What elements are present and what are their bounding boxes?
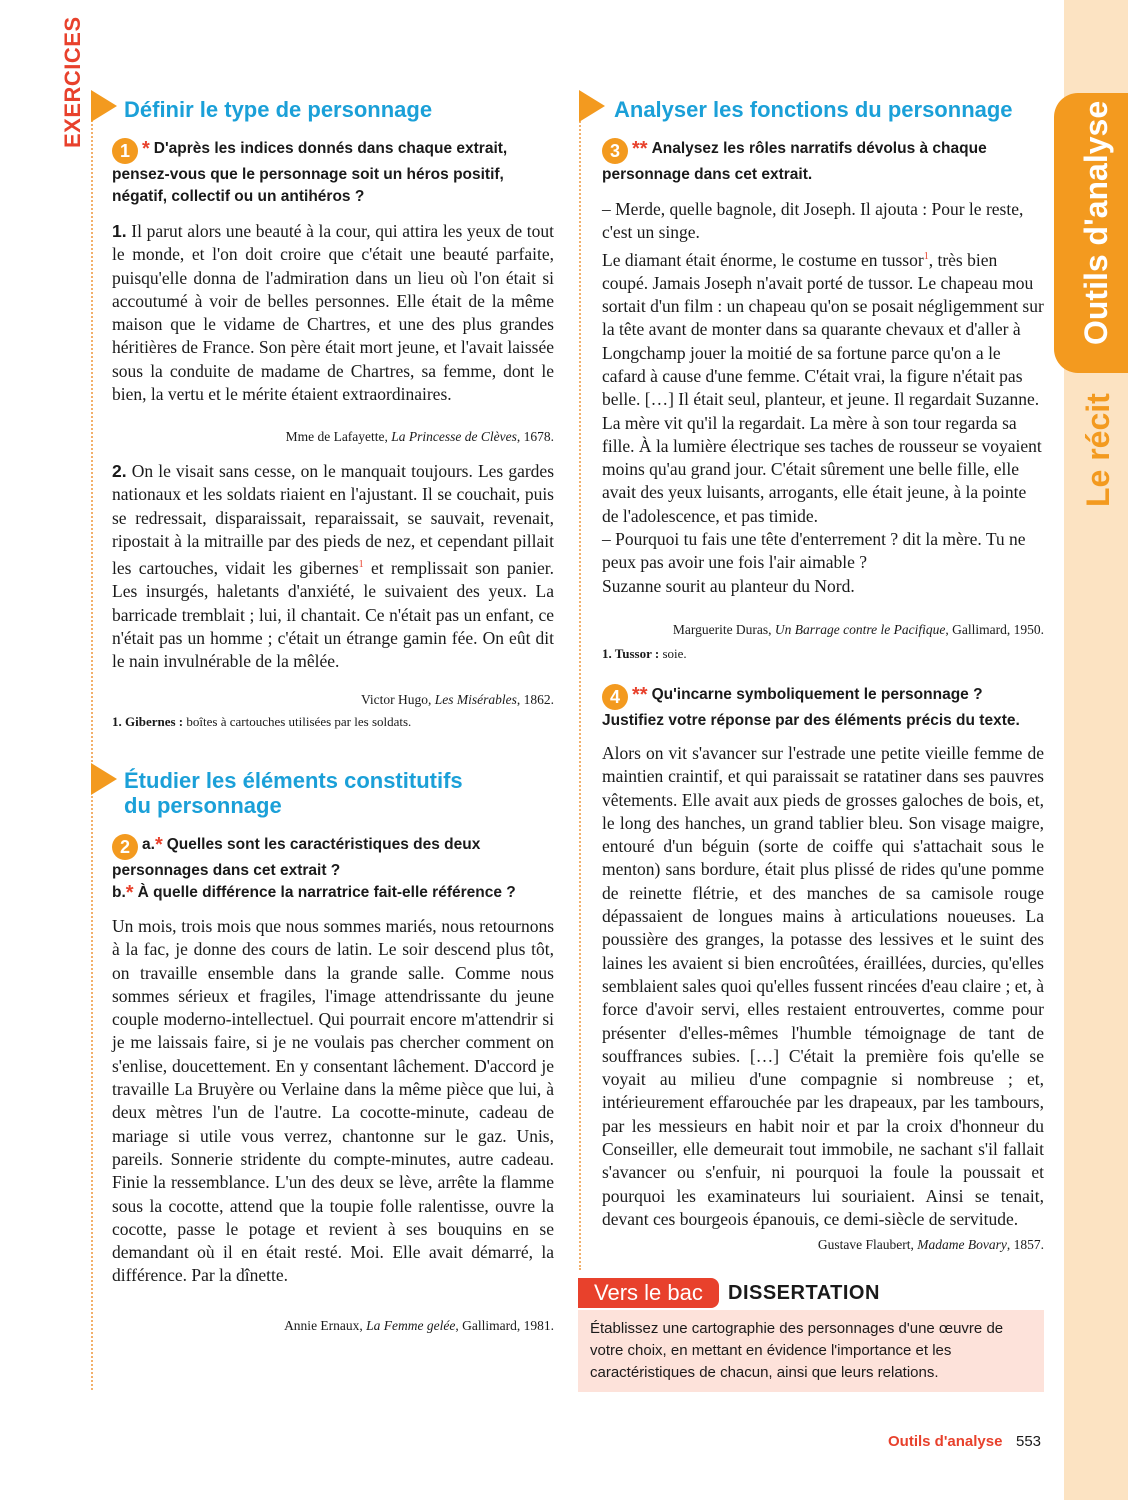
extract-label: 1. <box>112 221 127 241</box>
source-duras: Marguerite Duras, Un Barrage contre le Pacifique, Gallimard, 1950. <box>672 622 1044 637</box>
exercices-side-label: EXERCICES <box>60 16 85 148</box>
question-number-badge: 3 <box>602 138 628 164</box>
extract-lafayette <box>112 220 554 406</box>
question-4: 4 ** Qu'incarne symboliquement le personnage ? Justifiez votre réponse par des éléments précis du texte. <box>602 684 1020 729</box>
extract-ernaux: Un mois, trois mois que nous sommes mariés, nous retournons à la fac, je donne des cours de latin. Le soir descend plus tôt, on travaille ensemble dans la grande salle. Comme nous sommes sérieux et fragiles, l'image attendrissante du jeune couple moderno-intellectuel. Qui pourrait encore m'attendrir si je me laissais faire, si je ne voulais pas chercher comment on s'enlise, doucettement. En y consentant lâchement. D'accord je travaille La Bruyère ou Verlaine dans la même pièce que lui, à deux mètres l'un de l'autre. La cocotte-minute, cadeau de mariage si utile vous verrez, chantonne sur le gaz. Unis, pareils. Sonnerie stridente du compte-minutes, autre cadeau. Finie la ressemblance. L'un des deux se lève, arrête la flamme sous la cocotte, attend que la toupie folle ralentisse, ouvre la cocotte, passe le potage et revient à ses bouquins en se demandant où il en était resté. Moi. Elle avait démarré, la différence. Par la dînette. <box>112 916 554 1286</box>
question-1 <box>112 138 554 208</box>
dissertation-label: DISSERTATION <box>728 1282 880 1304</box>
footnote-tussor: 1. Tussor : soie. <box>602 646 687 661</box>
extract-duras: – Merde, quelle bagnole, dit Joseph. Il ajouta : Pour le reste, c'est un singe. Le diamant était énorme, le costume en tussor$^1$, très bien coupé. Jamais Joseph n'avait porté de tussor. Le chapeau mou sortait d'un film : un chapeau qu'on se posait négligemment sur la tête avant de monter dans sa quarante chevaux et d'aller à Longchamp jouer la moitié de sa fortune parce qu'on a le cafard à cause d'une femme. C'était vrai, la figure n'était pas belle. […] Il était seul, planteur, et jeune. Il regardait Suzanne. La mère vit qu'il la regardait. La mère à son tour regarda sa fille. À la lumière électrique ses taches de rousseur se voyaient moins qu'au grand jour. C'était sûrement une belle fille, elle avait des yeux luisants, arrogants, elle était jeune, à la pointe de l'adolescence, et pas timide. – Pourquoi tu fais une tête d'enterrement ? dit la mère. Tu ne peux pas avoir une fois l'air aimable ? Suzanne sourit au planteur du Nord. <box>602 199 1044 596</box>
section-arrow <box>579 90 605 122</box>
bac-exercise-text: Établissez une cartographie des personnages d'une œuvre de votre choix, en mettant en évidence l'importance et les caractéristiques de chacun, ainsi que leurs relations. <box>590 1320 1004 1381</box>
section-arrow <box>91 90 117 122</box>
right-column-guide <box>579 110 581 1270</box>
section-title-analyser: Analyser les fonctions du personnage <box>614 97 1013 122</box>
question-prompt: D'après les indices donnés dans chaque extrait, pensez-vous que le personnage soit un héros positif, négatif, collectif ou un antihéros ? <box>112 140 508 205</box>
question-number-badge: 1 <box>112 138 138 164</box>
question-3: 3 ** Analysez les rôles narratifs dévolus à chaque personnage dans cet extrait. <box>602 138 987 183</box>
question-number-badge: 4 <box>602 684 628 710</box>
section-title-etudier: Étudier les éléments constitutifs du personnage <box>124 768 463 818</box>
section-title-definir: Définir le type de personnage <box>124 97 433 122</box>
left-column-guide <box>91 100 93 1390</box>
source-flaubert: Gustave Flaubert, Madame Bovary, 1857. <box>817 1237 1044 1252</box>
footnote-gibernes: 1. Gibernes : boîtes à cartouches utilisées par les soldats. <box>112 714 412 729</box>
extract-flaubert: Alors on vit s'avancer sur l'estrade une petite vieille femme de maintien craintif, et qui paraissait se ratatiner dans ses pauvres vêtements. Elle avait aux pieds de grosses galoches de bois, et, le long des hanches, un grand tablier bleu. Son visage maigre, entouré d'un béguin (sorte de coiffe qui s'attachait sous le menton) sans bordure, était plus plissé de rides qu'une pomme de reinette flétrie, et des manches de sa camisole rouge dépassaient de longues mains à articulations noueuses. La poussière des granges, la potasse des lessives et le suint des laines les avaient si bien encroûtées, éraillées, durcies, qu'elles semblaient sales quoi qu'elles fussent rincées d'eau claire ; et, à force d'avoir servi, elles restaient entrouvertes, comme pour présenter d'elles-mêmes l'humble témoignage de tant de souffrances subies. […] C'était la première fois qu'elle se voyait au milieu d'une compagnie si nombreuse ; et, intérieurement effarouchée par les drapeaux, par les tambours, par les messieurs en habit noir et par la croix d'honneur du Conseiller, elle demeurait tout immobile, ne sachant s'il fallait s'avancer ou s'enfuir, ni pourquoi la foule la poussait et pourquoi les examinateurs lui souriaient. Ainsi se tenait, devant ces bourgeois épanouis, ce demi-siècle de servitude. <box>602 743 1044 1229</box>
question-2: 2 a.* Quelles sont les caractéristiques des deux personnages dans cet extrait ? b.* À quelle différence la narratrice fait-elle référence ? <box>112 834 516 904</box>
vers-le-bac-label: Vers le bac <box>578 1278 719 1308</box>
source-lafayette: Mme de Lafayette, La Princesse de Clèves, 1678. <box>285 429 554 444</box>
bac-exercise-box <box>578 1310 1044 1392</box>
source-ernaux: Annie Ernaux, La Femme gelée, Gallimard, 1981. <box>284 1318 554 1333</box>
page-number: 553 <box>1016 1433 1042 1450</box>
footer-section-title: Outils d'analyse <box>888 1433 1003 1450</box>
question-number-badge: 2 <box>112 834 138 860</box>
extract-text: Il parut alors une beauté à la cour, qui attira les yeux de tout le monde, et l'on doit croire que c'était une beauté parfaite, puisqu'elle donna de l'admiration dans un lieu où l'on était si accoutumé à voir de belles personnes. Elle était de la même maison que le vidame de Chartres, et une des plus grandes héritières de France. Son père était mort jeune, et l'avait laissée sous la conduite de madame de Chartres, sa femme, dont le bien, la vertu et le mérite étaient extraordinaires. <box>112 221 554 405</box>
footnote-ref: 1 <box>923 250 929 262</box>
tab-le-recit[interactable]: Le récit <box>1080 393 1116 507</box>
footnote-ref: 1 <box>358 559 364 571</box>
difficulty-stars: * <box>142 138 150 160</box>
extract-hugo: 2. On le visait sans cesse, on le manquait toujours. Les gardes nationaux et les soldats riaient en l'ajustant. Il se couchait, puis se redressait, disparaissait, reparaissait, se sauvait, revenait, ripostait à la mitraille par des pieds de nez, et cependant pillait les cartouches, vidait les gibernes$^1$ et remplissait son panier. Les insurgés, haletants d'anxiété, le suivaient des yeux. La barricade tremblait ; lui, il chantait. Ce n'était pas un enfant, ce n'était pas un homme ; c'était un étrange gamin fée. On eût dit le nain invulnérable de la mêlée. <box>112 461 555 672</box>
source-hugo: Victor Hugo, Les Misérables, 1862. <box>360 692 554 707</box>
tab-outils-analyse[interactable]: Outils d'analyse <box>1054 93 1128 373</box>
section-arrow <box>91 763 117 795</box>
extract-label: 2. <box>112 461 127 481</box>
